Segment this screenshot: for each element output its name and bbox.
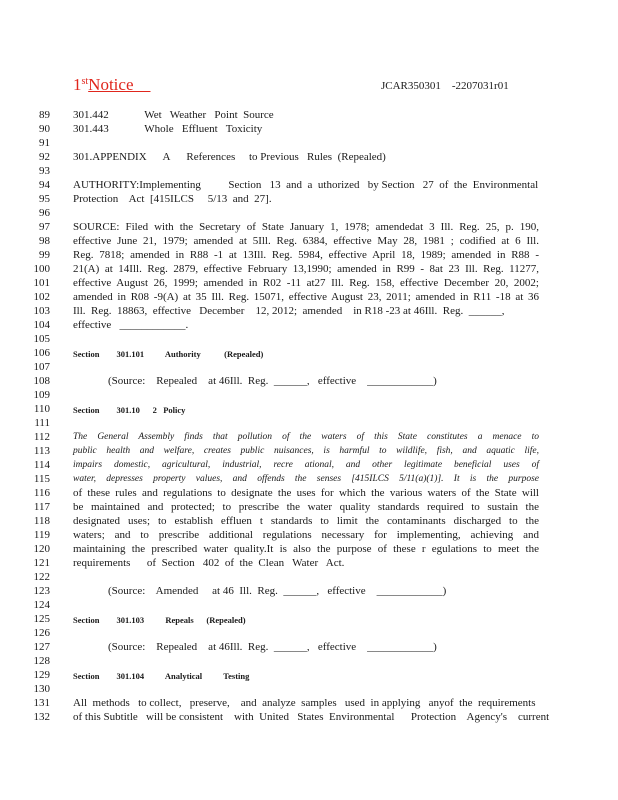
line-number: 115 — [33, 473, 50, 485]
line-number: 95 — [39, 193, 50, 205]
line-number: 94 — [39, 179, 50, 191]
line-number: 112 — [33, 431, 50, 443]
source-line: effective August 26, 1999; amended in R02 -11 at27 Ill. Reg. 158, effective December 20, 2002; — [73, 277, 539, 289]
source-line: Reg. 7818; amended in R88 -1 at 13Ill. Reg. 5984, effective April 18, 1989; amended in R88 - — [73, 249, 539, 261]
source-line: amended in R08 -9(A) at 35 Ill. Reg. 15071, effective August 23, 2011; amended in R11 -18 at 36 — [73, 291, 539, 303]
line-number: 102 — [33, 291, 50, 303]
line-number: 122 — [33, 571, 50, 583]
line-number: 119 — [33, 529, 50, 541]
line-number: 123 — [33, 585, 50, 597]
line-number: 109 — [33, 389, 50, 401]
line-number: 126 — [33, 627, 50, 639]
line-number: 107 — [33, 361, 50, 373]
line-number: 132 — [33, 711, 50, 723]
policy-line: The General Assembly finds that pollution of the waters of this State constitutes a menace to — [73, 432, 539, 442]
policy-line: be maintained and protected; to prescribe the water quality standards required to sustain the — [73, 501, 539, 513]
toc-entry: 301.APPENDIX A References to Previous Rules (Repealed) — [73, 151, 386, 163]
toc-entry: 301.443 Whole Effluent Toxicity — [73, 123, 263, 135]
source-line: effective June 21, 1979; amended at 5Ill. Reg. 6384, effective May 28, 1981 ; codified at 6 Ill. — [73, 235, 539, 247]
line-number: 103 — [33, 305, 50, 317]
policy-line: impairs domestic, agricultural, industrial, recre ational, and other legitimate beneficial uses of — [73, 460, 539, 470]
line-number: 125 — [33, 613, 50, 625]
line-number: 93 — [39, 165, 50, 177]
line-number: 128 — [33, 655, 50, 667]
line-number: 101 — [33, 277, 50, 289]
source-line: 21(A) at 14Ill. Reg. 2879, effective February 13,1990; amended in R99 - 8at 23 Ill. Reg. 11277, — [73, 263, 539, 275]
line-number: 104 — [33, 319, 50, 331]
line-number: 118 — [33, 515, 50, 527]
policy-line: of these rules and regulations to designate the uses for which the various waters of the State will — [73, 487, 539, 499]
document-reference: JCAR350301 -2207031r01 — [381, 80, 509, 92]
line-number: 120 — [33, 543, 50, 555]
notice-heading — [73, 75, 151, 95]
testing-line: of this Subtitle will be consistent with United States Environmental Protection Agency's current — [73, 711, 550, 723]
line-number: 121 — [33, 557, 50, 569]
line-number: 116 — [33, 487, 50, 499]
line-number: 96 — [39, 207, 50, 219]
line-number: 89 — [39, 109, 50, 121]
line-number: 108 — [33, 375, 50, 387]
line-number: 105 — [33, 333, 50, 345]
policy-line: water, depresses property values, and offends the senses [415ILCS 5/11(a)(1)]. It is the purpose — [73, 474, 539, 484]
authority-line: AUTHORITY:Implementing Section 13 and a uthorized by Section 27 of the Environmental — [73, 179, 539, 191]
toc-entry: 301.442 Wet Weather Point Source — [73, 109, 274, 121]
line-number: 90 — [39, 123, 50, 135]
line-number: 106 — [33, 347, 50, 359]
authority-line: Protection Act [415ILCS 5/13 and 27]. — [73, 193, 272, 205]
source-note: (Source: Repealed at 46Ill. Reg. ______, effective ____________) — [108, 375, 437, 387]
line-number: 110 — [33, 403, 50, 415]
line-number: 129 — [33, 669, 50, 681]
line-number: 114 — [33, 459, 50, 471]
source-line: Ill. Reg. 18863, effective December 12, 2012; amended in R18 -23 at 46Ill. Reg. ______, — [73, 305, 505, 317]
line-number: 130 — [33, 683, 50, 695]
policy-line: designated uses; to establish effluen t standards to limit the contaminants discharged to the — [73, 515, 539, 527]
section-heading: Section 301.103 Repeals (Repealed) — [73, 615, 246, 625]
policy-line: waters; and to prescribe additional regulations necessary for implementing, achieving and — [73, 529, 539, 541]
section-heading: Section 301.104 Analytical Testing — [73, 671, 250, 681]
line-number: 98 — [39, 235, 50, 247]
source-note: (Source: Amended at 46 Ill. Reg. ______, effective ____________) — [108, 585, 447, 597]
line-number: 111 — [34, 417, 50, 429]
line-number: 92 — [39, 151, 50, 163]
source-line: SOURCE: Filed with the Secretary of State January 1, 1978; amendedat 3 Ill. Reg. 25, p. 190, — [73, 221, 539, 233]
source-note: (Source: Repealed at 46Ill. Reg. ______, effective ____________) — [108, 641, 437, 653]
line-number: 99 — [39, 249, 50, 261]
line-number: 127 — [33, 641, 50, 653]
policy-line: maintaining the prescribed water quality.It is also the purpose of these r egulations to meet the — [73, 543, 539, 555]
line-number: 124 — [33, 599, 50, 611]
section-heading: Section 301.10 2 Policy — [73, 405, 186, 415]
line-number: 91 — [39, 137, 50, 149]
testing-line: All methods to collect, preserve, and analyze samples used in applying anyof the requirements — [73, 697, 536, 709]
policy-line: public health and welfare, creates public nuisances, is harmful to wildlife, fish, and aquatic life, — [73, 446, 539, 456]
line-number: 117 — [33, 501, 50, 513]
line-number: 97 — [39, 221, 50, 233]
line-number: 131 — [33, 697, 50, 709]
section-heading: Section 301.101 Authority (Repealed) — [73, 349, 264, 359]
notice-ordinal: st — [81, 76, 89, 87]
source-line: effective ____________. — [73, 319, 189, 331]
line-number: 100 — [33, 263, 50, 275]
line-number: 113 — [33, 445, 50, 457]
policy-line: requirements of Section 402 of the Clean Water Act. — [73, 557, 345, 569]
notice-number: 1 — [73, 75, 82, 94]
notice-word: Notice — [88, 75, 134, 94]
